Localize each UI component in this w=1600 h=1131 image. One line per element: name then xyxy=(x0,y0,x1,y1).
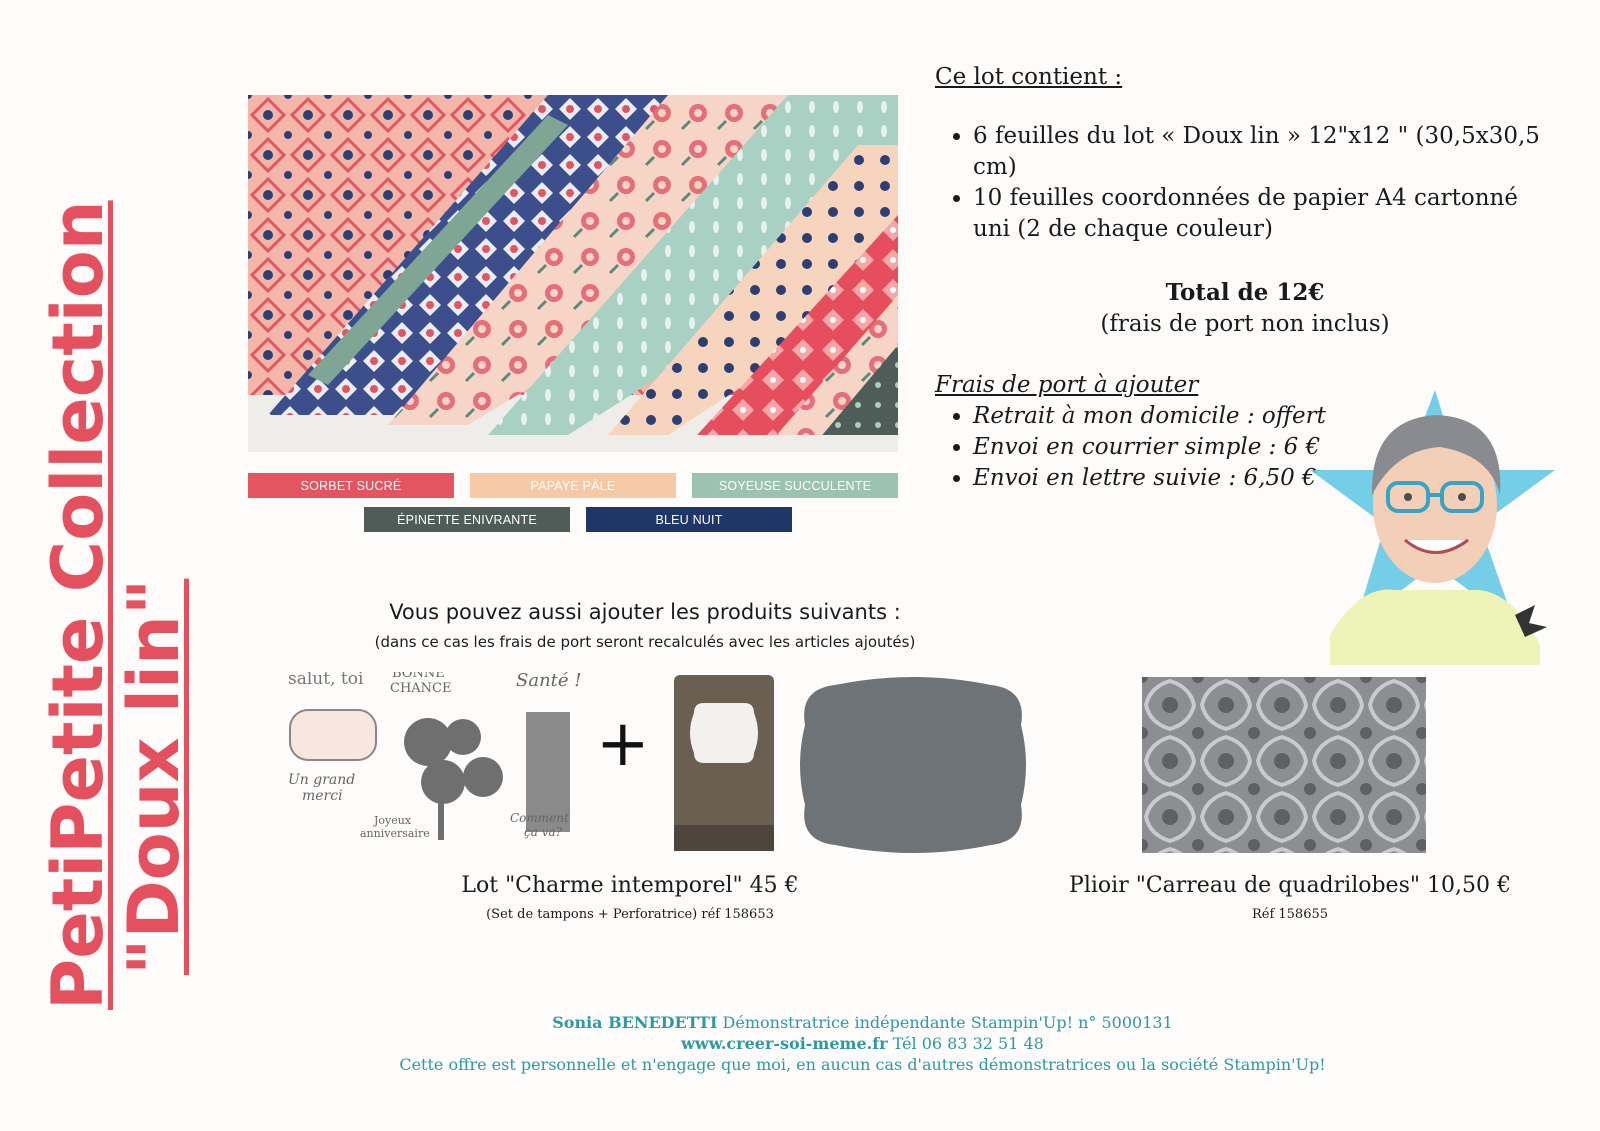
phone-number: Tél 06 83 32 51 48 xyxy=(887,1034,1044,1053)
swatch-epinette-enivrante xyxy=(364,507,570,532)
product-1-detail: (Set de tampons + Perforatrice) réf 158653 xyxy=(486,907,774,922)
footer-line-2 xyxy=(300,1033,1425,1054)
content-heading: Ce lot contient : xyxy=(935,64,1123,90)
list-item: • Envoi en lettre suivie : 6,50 € xyxy=(973,463,1555,494)
demonstrator-name: Sonia BENEDETTI xyxy=(552,1013,718,1032)
swatch-label: BLEU NUIT xyxy=(655,512,723,527)
list-item: • Retrait à mon domicile : offert xyxy=(973,401,1555,432)
stamp-text: CHANCE xyxy=(390,681,452,696)
swatch-bleu-nuit xyxy=(586,507,792,532)
stamp-text: salut, toi xyxy=(288,672,364,689)
swatch-label: PAPAYE PÂLE xyxy=(530,478,616,493)
stamp-text: Comment xyxy=(510,811,569,825)
swatch-sorbet-sucre xyxy=(248,473,454,498)
swatch-soyeuse-succulente xyxy=(692,473,898,498)
embossing-folder-image xyxy=(1142,677,1426,853)
swatch-label: SOYEUSE SUCCULENTE xyxy=(718,478,872,493)
footer xyxy=(300,1012,1425,1075)
punch-image xyxy=(672,675,782,853)
stamp-set-image xyxy=(288,672,598,852)
addons-heading: Vous pouvez aussi ajouter les produits suivants : xyxy=(389,600,901,624)
plus-sign: + xyxy=(596,707,650,781)
footer-line-1 xyxy=(300,1012,1425,1033)
stamp-text: BONNE xyxy=(392,672,445,681)
list-item: • 10 feuilles coordonnées de papier A4 cartonné uni (2 de chaque couleur) xyxy=(973,183,1555,245)
product-2-detail: Réf 158655 xyxy=(1251,907,1329,922)
demonstrator-role: Démonstratrice indépendante Stampin'Up! n° 5000131 xyxy=(717,1013,1173,1032)
label-shape-image xyxy=(795,675,1031,855)
content-list xyxy=(935,121,1555,245)
collection-title xyxy=(37,200,220,1010)
swatch-label: SORBET SUCRÉ xyxy=(300,478,402,493)
addons-subheading: (dans ce cas les frais de port seront recalculés avec les articles ajoutés) xyxy=(374,633,916,651)
list-item: • Envoi en courrier simple : 6 € xyxy=(973,432,1555,463)
total-note: (frais de port non inclus) xyxy=(1100,311,1390,337)
stamp-text: Joyeux xyxy=(374,814,412,827)
total-block xyxy=(935,277,1555,340)
stamp-text: anniversaire xyxy=(360,827,430,840)
total-price: Total de 12€ xyxy=(1165,279,1325,306)
demonstrator-avatar xyxy=(1300,385,1570,665)
product-1-label: Lot "Charme intemporel" 45 € xyxy=(461,873,799,898)
stamp-text: Santé ! xyxy=(516,672,582,691)
swatch-label: ÉPINETTE ENIVRANTE xyxy=(397,512,537,527)
paper-collection-photo xyxy=(248,95,898,452)
stamp-text: Un grand xyxy=(288,772,356,788)
stamp-text: ça va? xyxy=(524,825,563,839)
product-2-label: Plioir "Carreau de quadrilobes" 10,50 € xyxy=(1069,873,1511,898)
swatch-papaye-pale xyxy=(470,473,676,498)
website-link[interactable]: www.creer-soi-meme.fr xyxy=(681,1034,888,1053)
stamp-text: merci xyxy=(302,788,343,804)
title-line-1: PetiPetite Collection xyxy=(37,200,119,1010)
footer-disclaimer: Cette offre est personnelle et n'engage que moi, en aucun cas d'autres démonstratrices ou la société Stampin'Up! xyxy=(399,1055,1326,1074)
list-item: • 6 feuilles du lot « Doux lin » 12"x12 " (30,5x30,5 cm) xyxy=(973,121,1555,183)
shipping-heading: Frais de port à ajouter xyxy=(935,372,1199,398)
title-line-2: "Doux lin" xyxy=(113,578,195,975)
